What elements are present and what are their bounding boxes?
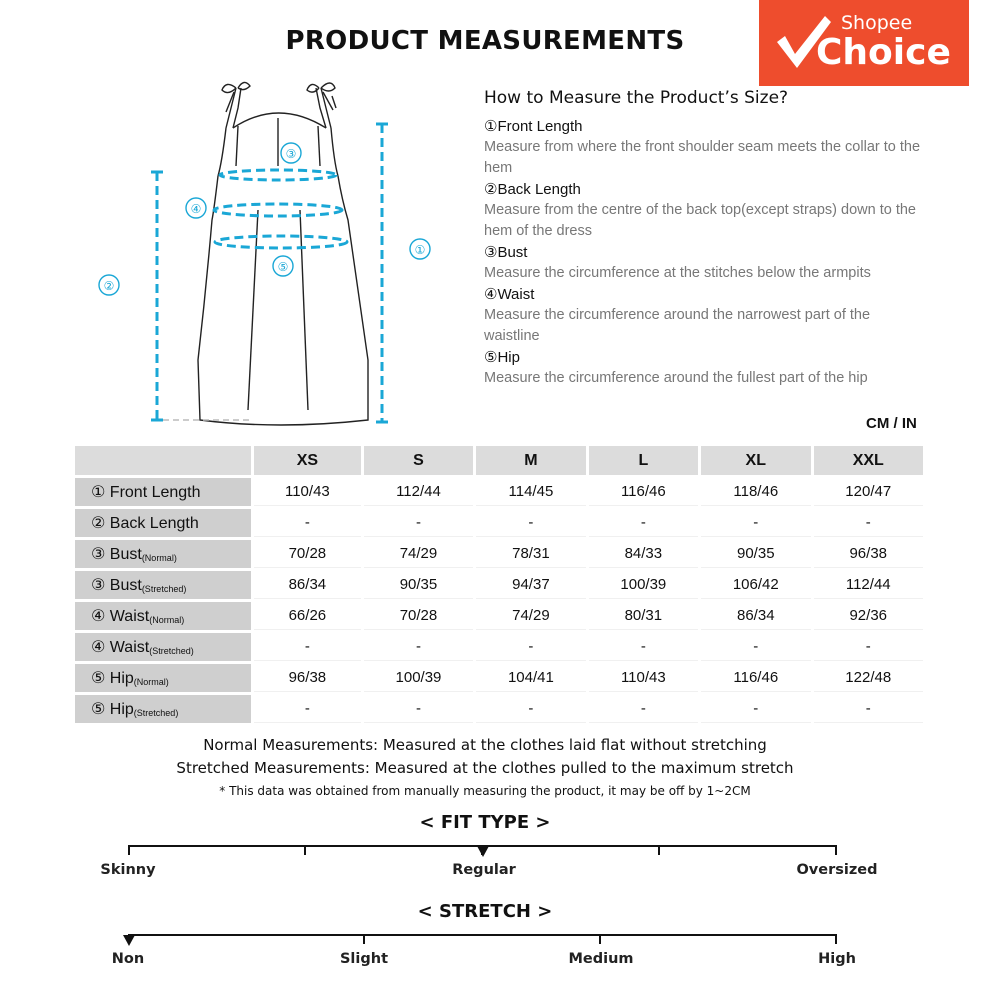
table-cell: - bbox=[589, 633, 698, 661]
table-cell: 100/39 bbox=[364, 664, 473, 692]
table-row bbox=[75, 478, 923, 506]
front-length-title: ①Front Length bbox=[484, 118, 583, 135]
table-cell: - bbox=[476, 633, 585, 661]
table-cell: - bbox=[814, 509, 924, 537]
bust-desc: Measure the circumference at the stitches below the armpits bbox=[484, 265, 871, 281]
table-cell: 112/44 bbox=[814, 571, 924, 599]
front-length-desc: Measure from where the front shoulder seam meets the collar to the hem bbox=[484, 139, 921, 176]
waist-desc: Measure the circumference around the narrowest part of the waistline bbox=[484, 307, 871, 344]
table-cell: 100/39 bbox=[589, 571, 698, 599]
row-label: ④ Waist$_{(Normal)}$ bbox=[75, 602, 251, 630]
bust-title: ③Bust bbox=[484, 244, 528, 261]
size-table bbox=[72, 443, 926, 726]
table-cell: 104/41 bbox=[476, 664, 585, 692]
units-label: CM / IN bbox=[866, 415, 917, 432]
row-label: ③ Bust$_{(Normal)}$ bbox=[75, 540, 251, 568]
table-row bbox=[75, 602, 923, 630]
table-row bbox=[75, 540, 923, 568]
table-cell: - bbox=[254, 633, 361, 661]
table-cell: 112/44 bbox=[364, 478, 473, 506]
stretch-label-medium: Medium bbox=[568, 951, 634, 967]
stretch-tick bbox=[835, 934, 837, 944]
table-cell: - bbox=[364, 695, 473, 723]
table-row bbox=[75, 664, 923, 692]
fit-tick bbox=[658, 845, 660, 855]
table-corner bbox=[75, 446, 251, 475]
size-header: S bbox=[364, 446, 473, 475]
table-cell: 74/29 bbox=[364, 540, 473, 568]
marker-4: ④ bbox=[190, 202, 202, 216]
size-header: XS bbox=[254, 446, 361, 475]
table-row bbox=[75, 571, 923, 599]
back-length-desc: Measure from the centre of the back top(except straps) down to the hem of the dress bbox=[484, 202, 916, 239]
table-cell: 96/38 bbox=[254, 664, 361, 692]
table-cell: 90/35 bbox=[364, 571, 473, 599]
table-cell: 70/28 bbox=[364, 602, 473, 630]
table-cell: 74/29 bbox=[476, 602, 585, 630]
shopee-choice-badge bbox=[759, 0, 969, 86]
table-cell: 80/31 bbox=[589, 602, 698, 630]
size-header: XL bbox=[701, 446, 810, 475]
hip-title: ⑤Hip bbox=[484, 349, 520, 366]
stretch-label-high: High bbox=[818, 951, 856, 967]
table-cell: 116/46 bbox=[701, 664, 810, 692]
table-cell: 86/34 bbox=[254, 571, 361, 599]
table-cell: 78/31 bbox=[476, 540, 585, 568]
badge-line2: Choice bbox=[816, 32, 951, 73]
marker-2: ② bbox=[103, 279, 115, 293]
table-cell: 94/37 bbox=[476, 571, 585, 599]
table-cell: 90/35 bbox=[701, 540, 810, 568]
table-cell: 84/33 bbox=[589, 540, 698, 568]
size-header: L bbox=[589, 446, 698, 475]
table-cell: 118/46 bbox=[701, 478, 810, 506]
table-cell: - bbox=[254, 695, 361, 723]
table-cell: 110/43 bbox=[589, 664, 698, 692]
table-row bbox=[75, 695, 923, 723]
fit-tick bbox=[304, 845, 306, 855]
size-header: M bbox=[476, 446, 585, 475]
table-header-row bbox=[75, 446, 923, 475]
fit-type-title: < FIT TYPE > bbox=[419, 812, 551, 833]
row-label: ③ Bust$_{(Stretched)}$ bbox=[75, 571, 251, 599]
table-cell: 116/46 bbox=[589, 478, 698, 506]
table-row bbox=[75, 633, 923, 661]
marker-3: ③ bbox=[285, 147, 297, 161]
dress-diagram bbox=[88, 70, 448, 440]
table-cell: 86/34 bbox=[701, 602, 810, 630]
table-cell: 122/48 bbox=[814, 664, 924, 692]
stretch-label-slight: Slight bbox=[339, 951, 389, 967]
table-cell: - bbox=[701, 695, 810, 723]
measurement-notes bbox=[0, 734, 970, 802]
table-cell: - bbox=[254, 509, 361, 537]
stretch-tick bbox=[599, 934, 601, 944]
fit-tick bbox=[128, 845, 130, 855]
stretch-label-non: Non bbox=[111, 951, 145, 967]
table-cell: - bbox=[476, 695, 585, 723]
table-cell: - bbox=[814, 633, 924, 661]
how-to-measure bbox=[484, 88, 924, 389]
stretch-pointer bbox=[123, 935, 135, 946]
marker-5: ⑤ bbox=[277, 260, 289, 274]
page-title: PRODUCT MEASUREMENTS bbox=[285, 26, 685, 56]
marker-1: ① bbox=[414, 243, 426, 257]
table-cell: - bbox=[476, 509, 585, 537]
table-cell: 92/36 bbox=[814, 602, 924, 630]
table-cell: 106/42 bbox=[701, 571, 810, 599]
table-row bbox=[75, 509, 923, 537]
table-cell: - bbox=[701, 633, 810, 661]
stretched-note: Stretched Measurements: Measured at the clothes pulled to the maximum stretch bbox=[176, 759, 794, 777]
disclaimer-note: * This data was obtained from manually measuring the product, it may be off by 1~2CM bbox=[219, 784, 751, 798]
stretch-scale bbox=[128, 934, 837, 936]
row-label: ⑤ Hip$_{(Normal)}$ bbox=[75, 664, 251, 692]
table-cell: - bbox=[814, 695, 924, 723]
waist-title: ④Waist bbox=[484, 286, 535, 303]
table-cell: - bbox=[364, 509, 473, 537]
table-cell: - bbox=[589, 695, 698, 723]
table-cell: 66/26 bbox=[254, 602, 361, 630]
how-to-heading: How to Measure the Product’s Size? bbox=[484, 88, 789, 108]
table-cell: - bbox=[589, 509, 698, 537]
row-label: ① Front Length bbox=[75, 478, 251, 506]
fit-type-pointer bbox=[477, 846, 489, 857]
size-header: XXL bbox=[814, 446, 924, 475]
stretch-tick bbox=[363, 934, 365, 944]
table-cell: 70/28 bbox=[254, 540, 361, 568]
table-cell: 114/45 bbox=[476, 478, 585, 506]
stretch-title: < STRETCH > bbox=[417, 901, 553, 922]
fit-label-regular: Regular bbox=[452, 862, 516, 878]
back-length-title: ②Back Length bbox=[484, 181, 581, 198]
table-cell: - bbox=[364, 633, 473, 661]
table-cell: 110/43 bbox=[254, 478, 361, 506]
row-label: ④ Waist$_{(Stretched)}$ bbox=[75, 633, 251, 661]
badge-line1: Shopee bbox=[841, 12, 913, 34]
fit-label-oversized: Oversized bbox=[796, 862, 878, 878]
fit-tick bbox=[835, 845, 837, 855]
fit-label-skinny: Skinny bbox=[100, 862, 156, 878]
table-cell: 120/47 bbox=[814, 478, 924, 506]
table-cell: - bbox=[701, 509, 810, 537]
row-label: ⑤ Hip$_{(Stretched)}$ bbox=[75, 695, 251, 723]
table-cell: 96/38 bbox=[814, 540, 924, 568]
hip-desc: Measure the circumference around the fullest part of the hip bbox=[484, 370, 868, 386]
row-label: ② Back Length bbox=[75, 509, 251, 537]
normal-note: Normal Measurements: Measured at the clothes laid flat without stretching bbox=[203, 736, 767, 754]
